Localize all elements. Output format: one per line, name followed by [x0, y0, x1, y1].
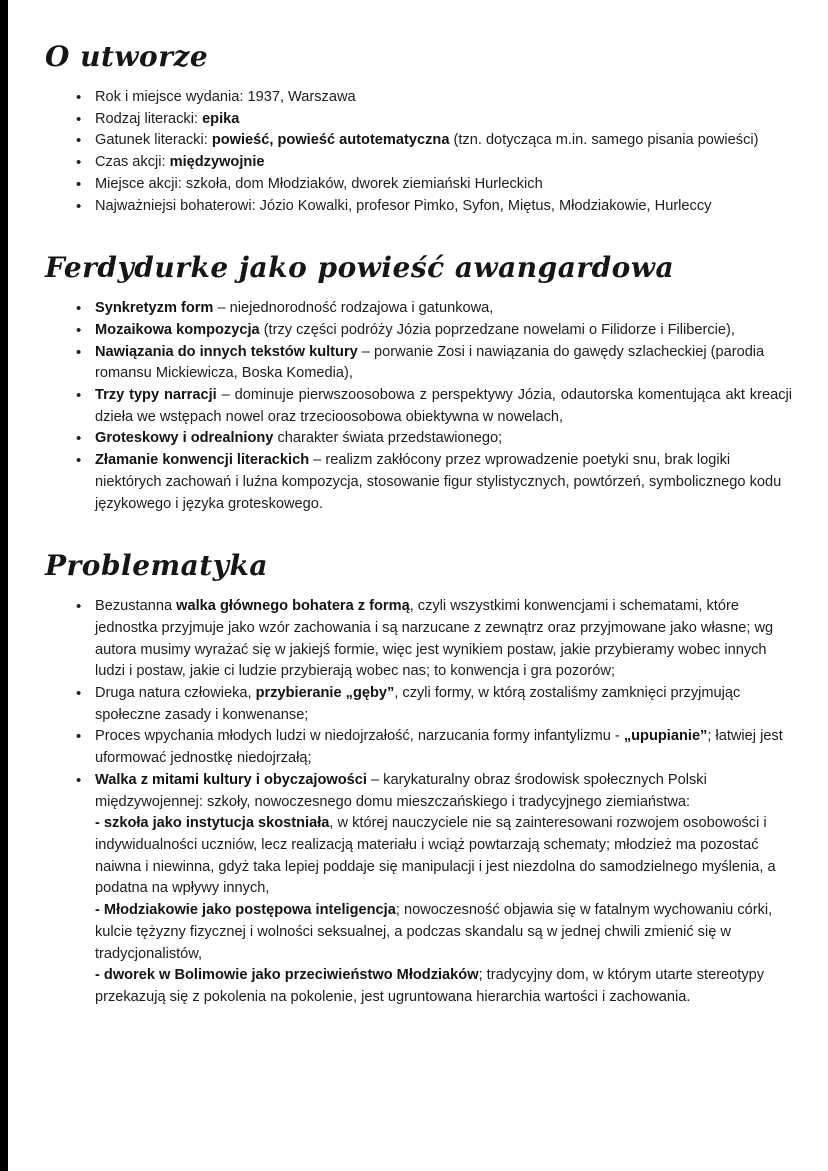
page-left-edge-bar	[0, 0, 8, 1171]
text-run: ; nowoczesność objawia się w fatalnym wychowaniu córki, kulcie tężyzny fizycznej i wolności seksualnej, a podczas skandalu są w jednej chwili zmienić się w tradycjonalistów,	[95, 902, 773, 962]
bullet-item	[95, 87, 792, 109]
bold-text-run: - Młodziakowie jako postępowa inteligencja	[95, 902, 396, 919]
bold-text-run: walka głównego bohatera z formą	[176, 598, 410, 615]
bullet-item	[95, 196, 792, 218]
bullet-list-powiesc-awangardowa	[45, 298, 827, 515]
text-run: Czas akcji:	[95, 154, 170, 171]
bold-text-run: Groteskowy i odrealniony	[95, 430, 274, 447]
bold-text-run: powieść, powieść autotematyczna	[211, 132, 450, 149]
bullet-item	[95, 174, 792, 196]
bullet-item	[95, 298, 792, 320]
bold-text-run: Walka z mitami kultury i obyczajowości	[95, 771, 367, 788]
bullet-list-o-utworze	[45, 87, 827, 217]
bold-text-run: - dworek w Bolimowie jako przeciwieństwo Młodziaków	[95, 967, 479, 984]
text-run: Gatunek literacki:	[95, 132, 212, 149]
bold-text-run: przybieranie „gęby”	[255, 685, 395, 702]
section-o-utworze	[45, 40, 827, 217]
bullet-item	[95, 450, 792, 515]
text-run: Rok i miejsce wydania: 1937, Warszawa	[95, 89, 356, 105]
bullet-item	[95, 770, 792, 1009]
bullet-list-problematyka	[45, 596, 827, 1008]
text-run: , czyli formy, w którą zostaliśmy zamknięci przyjmując społeczne zasady i konwenanse;	[95, 685, 741, 723]
bold-text-run: Nawiązania do innych tekstów kultury	[95, 343, 358, 360]
bullet-item	[95, 152, 792, 174]
bullet-item	[95, 109, 792, 131]
bold-text-run: międzywojnie	[169, 154, 265, 171]
text-run: Rodzaj literacki:	[95, 110, 203, 127]
bullet-item	[95, 726, 792, 769]
text-run: – karykaturalny obraz środowisk społecznych Polski międzywojennej: szkoły, nowoczesnego domu mieszczańskiego i tradycyjnego ziemiaństwa:	[95, 771, 707, 810]
text-run: Bezustanna	[95, 598, 177, 615]
bold-text-run: „upupianie”	[623, 728, 708, 745]
bold-text-run: epika	[202, 110, 240, 127]
text-run: – niejednorodność rodzajowa i gatunkowa,	[213, 300, 494, 317]
text-run: charakter świata przedstawionego;	[273, 430, 503, 447]
bullet-item	[95, 342, 792, 385]
text-run: (trzy części podróży Józia poprzedzane nowelami o Filidorze i Filibercie),	[259, 321, 735, 338]
section-powiesc-awangardowa	[45, 251, 827, 515]
bullet-item	[95, 683, 792, 726]
section-heading-powiesc-awangardowa: Ferdydurke jako powieść awangardowa	[45, 251, 675, 285]
bold-text-run: Trzy typy narracji	[95, 387, 217, 404]
bold-text-run: Mozaikowa kompozycja	[95, 321, 260, 338]
text-run: – dominuje pierwszoosobowa z perspektywy Józia, odautorska komentująca akt kreacji dzieła we wstępach nowel oraz trzecioosobowa obiektywna w nowelach,	[95, 387, 792, 425]
bold-text-run: Złamanie konwencji literackich	[95, 452, 310, 469]
bold-text-run: - szkoła jako instytucja skostniała	[95, 815, 330, 832]
bullet-item	[95, 428, 792, 450]
document-page	[8, 0, 827, 1009]
text-run: ; tradycyjny dom, w którym utarte stereotypy przekazują się z pokolenia na pokolenie, jest ugruntowana hierarchia wartości i zachowania.	[95, 967, 765, 1005]
section-heading-o-utworze: O utworze	[45, 40, 209, 73]
text-run: Miejsce akcji: szkoła, dom Młodziaków, dworek ziemiański Hurleckich	[95, 175, 543, 192]
text-run: Proces wpychania młodych ludzi w niedojrzałość, narzucania formy infantylizmu -	[95, 728, 624, 745]
bullet-item	[95, 385, 792, 428]
text-run: , w której nauczyciele nie są zainteresowani rozwojem osobowości i indywidualności uczniów, lecz realizacją materiału i wciąż powtarzają schematy; młodzież ma pozostać naiwna i niewinna, gdyż taka lepiej poddaje się manipulacji i jest niezdolna do samodzielnego myślenia, a podatna na wpływy innych,	[95, 815, 776, 897]
text-run: (tzn. dotycząca m.in. samego pisania powieści)	[449, 132, 759, 149]
text-run: , czyli wszystkimi konwencjami i schematami, które jednostka przyjmuje jako wzór zachowania i są narzucane z zewnątrz oraz przyjmowane jako własne; wg autora musimy wyrażać się w jakiejś formie, więc jest wynikiem postaw, jakie przybieramy wobec innych ludzi i postaw, jakie ci ludzie przybierają wobec nas; to konwencja i gra pozorów;	[95, 598, 774, 680]
text-run: – realizm zakłócony przez wprowadzenie poetyki snu, brak logiki niektórych zachowań i luźna kompozycja, stosowanie figur stylistycznych, powtórzeń, symbolicznego kodu językowego i języka groteskowego.	[95, 452, 782, 512]
section-problematyka	[45, 549, 827, 1008]
text-run: ; łatwiej jest uformować jednostkę niedojrzałą;	[95, 728, 783, 767]
text-run: Druga natura człowieka,	[95, 685, 256, 702]
bullet-item	[95, 596, 792, 683]
section-heading-problematyka: Problematyka	[45, 549, 269, 583]
text-run: – porwanie Zosi i nawiązania do gawędy szlacheckiej (parodia romansu Mickiewicza, Boska Komedia),	[95, 343, 765, 382]
bold-text-run: Synkretyzm form	[95, 300, 214, 317]
bullet-item	[95, 130, 792, 152]
text-run: Najważniejsi bohaterowi: Józio Kowalki, profesor Pimko, Syfon, Miętus, Młodziakowie, Hurleccy	[95, 197, 712, 214]
bullet-item	[95, 320, 792, 342]
